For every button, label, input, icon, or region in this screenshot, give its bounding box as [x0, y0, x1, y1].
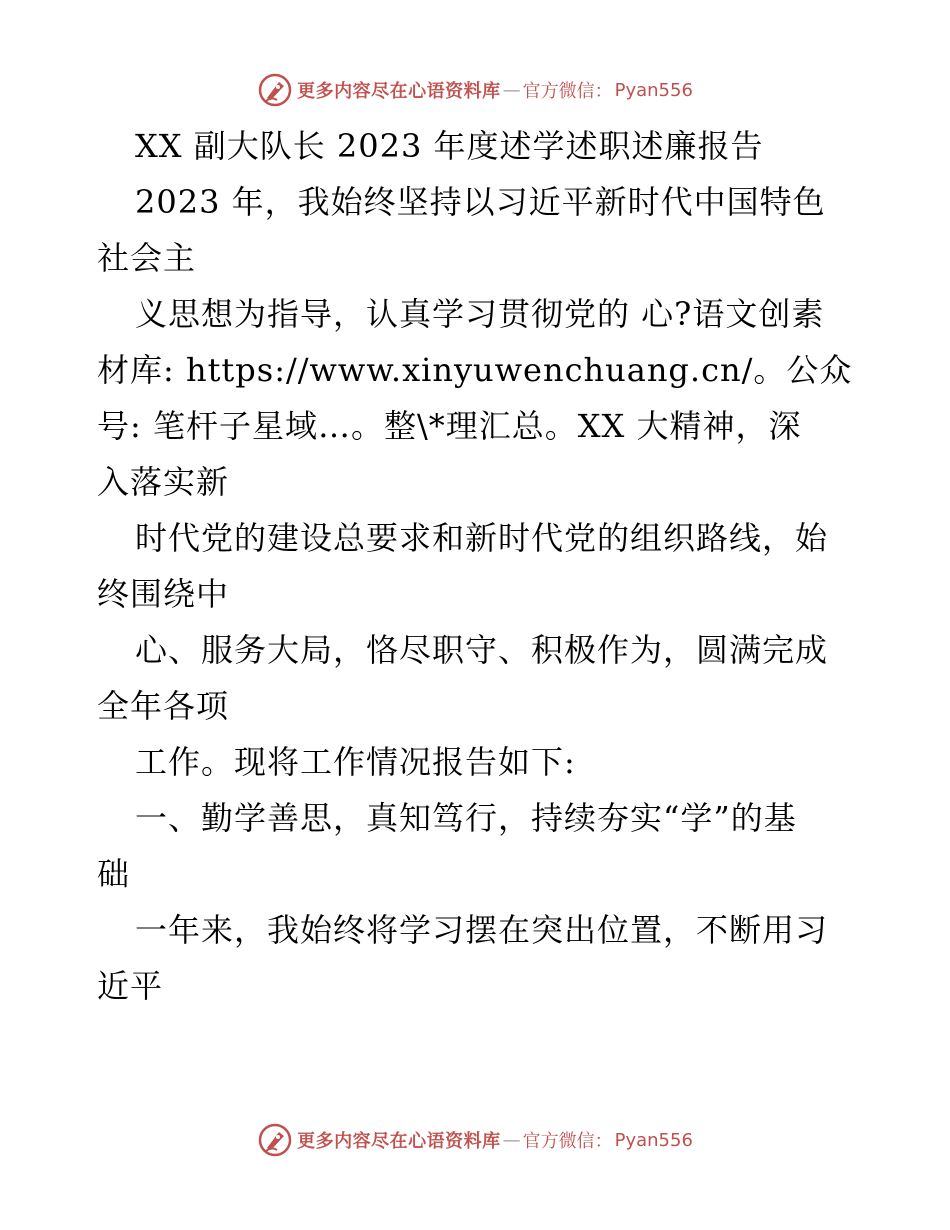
- text-line: 心、服务大局，恪尽职守、积极作为，圆满完成: [135, 631, 829, 669]
- watermark-account: Pyan556: [614, 1129, 693, 1151]
- watermark-site-name: 更多内容尽在心语资料库: [297, 1131, 501, 1152]
- footer-watermark: [0, 1120, 950, 1160]
- text-line: 础: [97, 855, 131, 893]
- text-line: 工作。现将工作情况报告如下:: [135, 743, 576, 781]
- text-line: 终围绕中: [97, 575, 230, 613]
- text-line: 一年来，我始终将学习摆在突出位置，不断用习: [135, 911, 829, 949]
- text-line: 时代党的建设总要求和新时代党的组织路线，始: [135, 519, 829, 557]
- text-line: 入落实新: [97, 463, 230, 501]
- text-line: 义思想为指导，认真学习贯彻党的 心?语文创素: [135, 295, 825, 333]
- text-line: 全年各项: [97, 687, 230, 725]
- watermark-wechat-label: 官方微信：: [522, 81, 613, 102]
- text-line: 号: 笔杆子星域…。整\*理汇总。XX 大精神，深: [97, 407, 802, 445]
- watermark-wechat-label: 官方微信：: [522, 1131, 613, 1152]
- watermark-account: Pyan556: [614, 79, 693, 101]
- header-watermark: [0, 70, 950, 110]
- pen-nib-logo-icon: [257, 1122, 293, 1158]
- pen-nib-logo-icon: [257, 72, 293, 108]
- watermark-dash: —: [502, 79, 521, 101]
- document-title: XX 副大队长 2023 年度述学述职述廉报告: [135, 127, 764, 165]
- text-line: 近平: [97, 967, 164, 1005]
- text-line: 社会主: [97, 239, 197, 277]
- text-line: 2023 年，我始终坚持以习近平新时代中国特色: [135, 183, 826, 221]
- document-body: [97, 118, 857, 1014]
- watermark-dash: —: [502, 1129, 521, 1151]
- text-line: 一、勤学善思，真知笃行，持续夯实“学”的基: [135, 799, 797, 837]
- watermark-site-name: 更多内容尽在心语资料库: [297, 81, 501, 102]
- text-line: 材库: https://www.xinyuwenchuang.cn/。公众: [97, 351, 853, 389]
